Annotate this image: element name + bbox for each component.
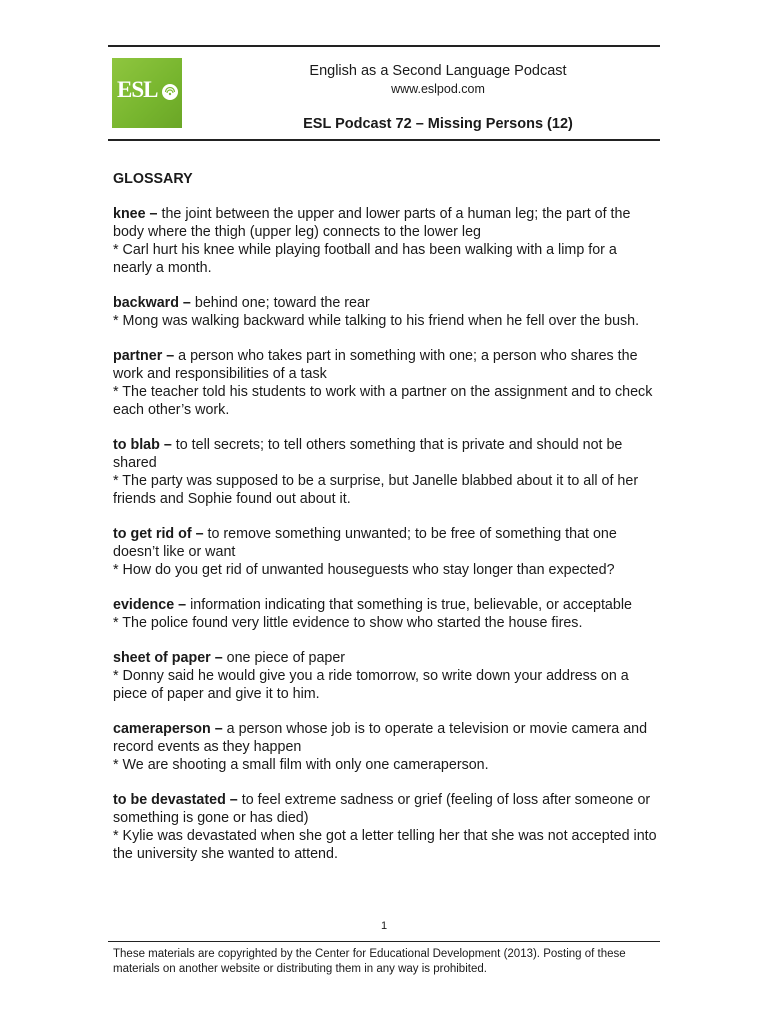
example-sentence: * We are shooting a small film with only one cameraperson. [113, 757, 489, 773]
definition-text: a person who takes part in something with one; a person who shares the work and responsibilities of a task [113, 348, 638, 382]
definition [113, 596, 659, 614]
glossary-entry-evidence [113, 596, 659, 632]
example-sentence: * Donny said he would give you a ride tomorrow, so write down your address on a piece of paper and give it to him. [113, 668, 629, 702]
term: sheet of paper – [113, 650, 223, 666]
example-sentence: * The teacher told his students to work with a partner on the assignment and to check each other’s work. [113, 384, 653, 418]
episode-title: ESL Podcast 72 – Missing Persons (12) [303, 116, 573, 132]
example-sentence: * Kylie was devastated when she got a letter telling her that she was not accepted into the university she wanted to attend. [113, 828, 657, 862]
definition-text: to feel extreme sadness or grief (feeling of loss after someone or something is gone or has died) [113, 792, 651, 826]
page-number: 1 [380, 920, 388, 932]
term: evidence – [113, 597, 187, 613]
podcast-signal-icon [162, 84, 178, 100]
glossary-heading: GLOSSARY [113, 171, 193, 187]
example-sentence: * Mong was walking backward while talking to his friend when he fell over the bush. [113, 313, 640, 329]
definition [113, 791, 659, 827]
example-sentence: * Carl hurt his knee while playing football and has been walking with a limp for a nearly a month. [113, 242, 617, 276]
example-sentence: * The party was supposed to be a surprise, but Janelle blabbed about it to all of her friends and Sophie found out about it. [113, 473, 639, 507]
glossary-entry-cameraperson [113, 720, 659, 774]
glossary-entry-sheet-of-paper [113, 649, 659, 703]
glossary-section [113, 170, 659, 880]
term: backward – [113, 295, 191, 311]
example-sentence: * How do you get rid of unwanted houseguests who stay longer than expected? [113, 562, 615, 578]
term: to get rid of – [113, 526, 204, 542]
definition [113, 294, 659, 312]
eslpod-logo [112, 58, 182, 128]
definition [113, 525, 659, 561]
definition [113, 649, 659, 667]
definition-text: one piece of paper [222, 650, 346, 666]
definition [113, 436, 659, 472]
term: to blab – [113, 437, 172, 453]
example-sentence: * The police found very little evidence to show who started the house fires. [113, 615, 583, 631]
term: to be devastated – [113, 792, 238, 808]
header-url: www.eslpod.com [391, 82, 485, 96]
glossary-entry-partner [113, 347, 659, 419]
glossary-entry-knee [113, 205, 659, 277]
definition-text: behind one; toward the rear [190, 295, 370, 311]
term: cameraperson – [113, 721, 223, 737]
header-top-rule [108, 45, 660, 47]
copyright-notice: These materials are copyrighted by the Center for Educational Development (2013). Posting of these materials on another website or distributing them in any way is prohibited. [113, 948, 626, 975]
footer-rule [108, 941, 660, 942]
definition [113, 205, 659, 241]
definition [113, 720, 659, 756]
definition [113, 347, 659, 383]
definition-text: to tell secrets; to tell others something that is private and should not be shared [113, 437, 623, 471]
logo-text: ESL [117, 77, 158, 102]
glossary-entry-backward [113, 294, 659, 330]
glossary-entry-to-blab [113, 436, 659, 508]
definition-text: the joint between the upper and lower parts of a human leg; the part of the body where the thigh (upper leg) connects to the lower leg [113, 206, 631, 240]
header-bottom-rule [108, 139, 660, 141]
glossary-entry-to-be-devastated [113, 791, 659, 863]
header-title: English as a Second Language Podcast [309, 63, 567, 79]
definition-text: information indicating that something is true, believable, or acceptable [186, 597, 632, 613]
definition-text: to remove something unwanted; to be free of something that one doesn’t like or want [113, 526, 617, 560]
term: partner – [113, 348, 175, 364]
glossary-entry-to-get-rid-of [113, 525, 659, 579]
definition-text: a person whose job is to operate a television or movie camera and record events as they happen [113, 721, 648, 755]
term: knee – [113, 206, 158, 222]
